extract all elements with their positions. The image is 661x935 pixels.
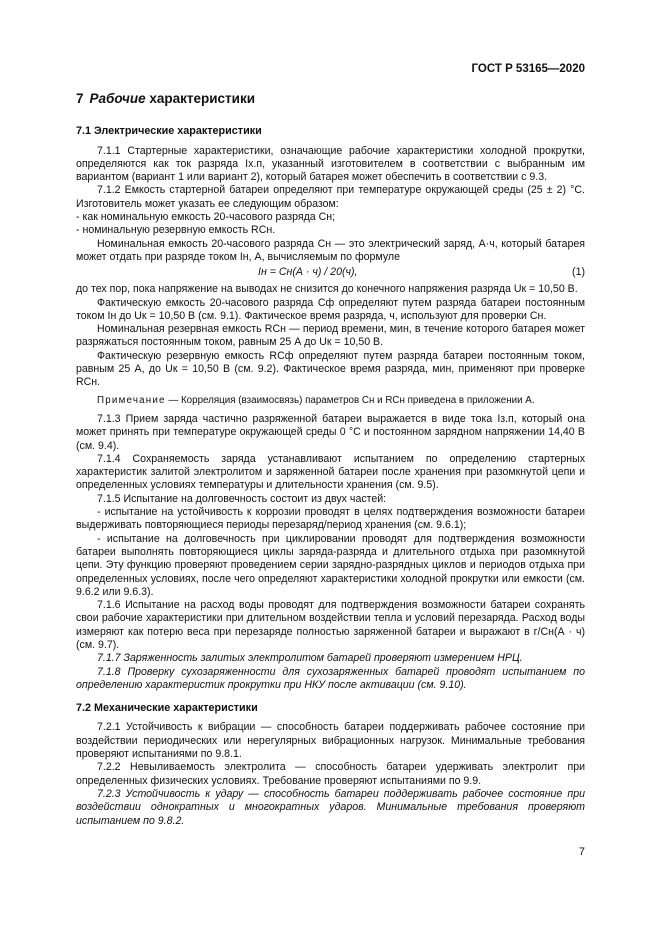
paragraph-7-1-1: 7.1.1 Стартерные характеристики, означающие рабочие характеристики холодной прокрутки, определяются как ток разряда Iх.п, указанный изготовителем в соответствии с выбранным им вариантом (вариант 1 или вариант 2), который батарея может обеспечить в соответствии с 9.3. xyxy=(76,144,585,184)
note xyxy=(76,394,585,407)
paragraph-7-1-5: 7.1.5 Испытание на долговечность состоит из двух частей: xyxy=(97,492,387,505)
paragraph-7-1-5-b: - испытание на долговечность при циклировании проводят для подтверждения возможности батареи выполнять повторяющиеся циклы заряда-разряда и длительного отдыха при разомкнутой цепи. Эту функцию проверяют проведением серии зарядно-разрядных циклов и периодов отдыха при определенных условиях, после чего определяют характеристики холодной прокрутки или емкости (см. 9.6.2 или 9.6.3). xyxy=(76,532,585,598)
page-number: 7 xyxy=(578,846,585,858)
note-text: — Корреляция (взаимосвязь) параметров Сн и RCн приведена в приложении А. xyxy=(165,394,535,406)
paragraph-7-1-4: 7.1.4 Сохраняемость заряда устанавливают испытанием по определению стартерных характеристик залитой электролитом и заряженной батареи после хранения при разомкнутой цепи и определенных условиях температуры и длительности хранения (см. 9.5). xyxy=(76,452,585,492)
paragraph-7-1-3: 7.1.3 Прием заряда частично разряженной батареи выражается в виде тока Iз.п, который она может принять при температуре окружающей среды 0 °С и постоянном зарядном напряжении 14,40 В (см. 9.4). xyxy=(76,412,585,452)
formula-1 xyxy=(76,266,585,280)
paragraph-7-1-6: 7.1.6 Испытание на расход воды проводят для подтверждения возможности батареи сохранять свои рабочие характеристики при длительном воздействии тепла и условий перезаряда. Расход воды измеряют как потерю веса при перезаряде полностью заряженной батареи и выражают в г/Сн(А · ч) (см. 9.7). xyxy=(76,599,585,651)
paragraph-7-1-8: 7.1.8 Проверку сухозаряженности для сухозаряженных батарей проводят испытанием по определению характеристик прокрутки при НКУ после активации (см. 9.10). xyxy=(76,665,585,691)
paragraph-reserve-capacity: Номинальная резервная емкость RCн — период времени, мин, в течение которого батарея может разряжаться постоянным током, равным 25 А до Uк = 10,50 В. xyxy=(76,323,585,349)
paragraph-actual-reserve: Фактическую резервную емкость RCф определяют путем разряда батареи постоянным током, равным 25 А, до Uк = 10,50 В (см. 9.2). Фактическое время разряда, мин, применяют при проверке RCн. xyxy=(76,349,585,389)
standard-header: ГОСТ Р 53165—2020 xyxy=(471,63,585,75)
paragraph-7-1-2: 7.1.2 Емкость стартерной батареи определяют при температуре окружающей среды (25 ± 2) °С. Изготовитель может указать ее следующим образом: xyxy=(76,184,585,210)
paragraph-nominal-capacity: Номинальная емкость 20-часового разряда Сн — это электрический заряд, А·ч, который батарея может отдать при разряде током Iн, А, вычисляемым по формуле xyxy=(76,237,585,263)
list-item: - номинальную резервную емкость RCн. xyxy=(76,224,276,237)
section-number: 7 xyxy=(76,91,84,106)
section-title-italic: Рабочие xyxy=(89,91,146,106)
paragraph-actual-capacity: Фактическую емкость 20-часового разряда Сф определяют путем разряда батареи постоянным током Iн до Uк = 10,50 В (см. 9.1). Фактическое время разряда, ч, используют для проверки Сн. xyxy=(76,296,585,322)
paragraph-until: до тех пор, пока напряжение на выводах не снизится до конечного напряжения разряда Uк = 10,50 В. xyxy=(76,283,578,296)
subsection-heading-7-1: 7.1 Электрические характеристики xyxy=(76,125,262,138)
paragraph-7-1-5-a: - испытание на устойчивость к коррозии проводят в целях подтверждения возможности батареи выдерживать повторяющиеся периоды перезаряд/период хранения (см. 9.6.1); xyxy=(76,506,585,532)
formula-expression: Iн = Сн(А · ч) / 20(ч), xyxy=(258,266,358,279)
page-content xyxy=(76,84,585,828)
subsection-heading-7-2: 7.2 Механические характеристики xyxy=(76,702,258,715)
paragraph-7-2-3: 7.2.3 Устойчивость к удару — способность батареи поддерживать рабочее состояние при воздействии однократных и многократных ударов. Минимальные требования проверяют испытанием по 9.8.2. xyxy=(76,787,585,827)
formula-number: (1) xyxy=(572,266,585,279)
note-label: Примечание xyxy=(97,394,166,406)
section-heading xyxy=(76,92,585,105)
paragraph-7-2-2: 7.2.2 Невыливаемость электролита — способность батареи удерживать электролит при определенных физических условиях. Требование проверяют испытаниями по 9.9. xyxy=(76,761,585,787)
section-title-rest: характеристики xyxy=(149,91,256,106)
list-item: - как номинальную емкость 20-часового разряда Сн; xyxy=(76,211,336,224)
paragraph-7-1-7: 7.1.7 Заряженность залитых электролитом батарей проверяют измерением НРЦ. xyxy=(97,652,523,665)
paragraph-7-2-1: 7.2.1 Устойчивость к вибрации — способность батареи поддерживать рабочее состояние при воздействии периодических или нерегулярных вибрационных нагрузок. Минимальные требования проверяют испытаниями по 9.8.1. xyxy=(76,721,585,761)
